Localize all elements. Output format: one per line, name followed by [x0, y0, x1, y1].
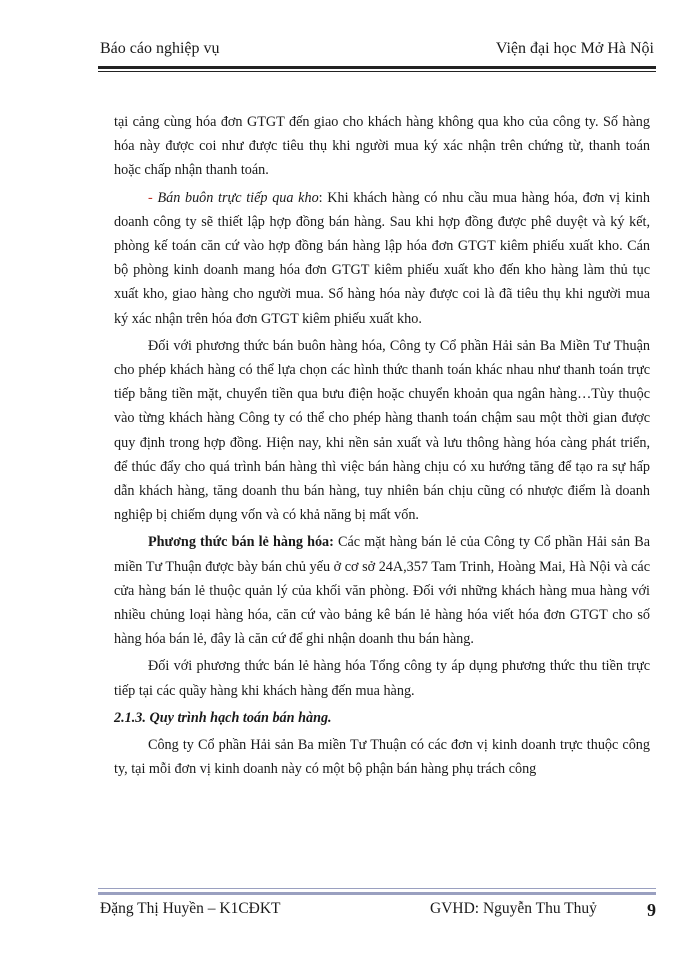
footer-author: Đặng Thị Huyền – K1CĐKT — [100, 900, 281, 917]
bullet-dash: - — [148, 189, 153, 206]
paragraph-text: : Khi khách hàng có nhu cầu mua hàng hóa, đơn vị kinh doanh công ty sẽ thiết lập hợp đồng bán hàng. Sau khi hợp đồng được phê duyệt và ký kết, phòng kế toán căn cứ vào hợp đồng bán hàng lập hóa đơn GTGT kiêm phiếu xuất kho. Cán bộ phòng kinh doanh mang hóa đơn GTGT kiêm phiếu xuất kho đến kho hàng làm thủ tục xuất kho, giao hàng cho người mua. Số hàng hóa này được coi là đã tiêu thụ khi người mua ký xác nhận trên hóa đơn GTGT kiêm phiếu xuất kho. — [114, 189, 650, 327]
document-body — [114, 110, 650, 784]
header-institution: Viện đại học Mở Hà Nội — [495, 40, 654, 57]
paragraph-retail-payment: Đối với phương thức bán lẻ hàng hóa Tổng công ty áp dụng phương thức thu tiền trực tiếp tại các quầy hàng khi khách hàng đến mua hàng. — [114, 658, 650, 699]
section-heading: 2.1.3. Quy trình hạch toán bán hàng. — [114, 709, 332, 726]
paragraph-term: Phương thức bán lẻ hàng hóa: — [148, 534, 334, 551]
footer-rule-thick — [98, 892, 656, 895]
header-rule-thick — [98, 66, 656, 69]
paragraph-text: Các mặt hàng bán lẻ của Công ty Cổ phần Hải sản Ba miền Tư Thuận được bày bán chủ yếu ở cơ sở 24A,357 Tam Trinh, Hoàng Mai, Hà Nội và các cửa hàng bán lẻ thuộc quản lý của khối văn phòng. Đối với những khách hàng mua hàng với nhiều chủng loại hàng hóa, căn cứ vào bảng kê bán lẻ hàng hóa viết hóa đơn GTGT cho số hàng hóa bán lẻ, đây là căn cứ để ghi nhận doanh thu bán hàng. — [114, 534, 650, 648]
header-rule-thin — [98, 71, 656, 72]
page-number: 9 — [647, 900, 656, 920]
paragraph-term: Bán buôn trực tiếp qua kho — [157, 189, 319, 206]
page-footer — [98, 900, 656, 924]
paragraph-retail — [114, 530, 650, 651]
paragraph-wholesale-warehouse — [114, 186, 650, 331]
header-report-title: Báo cáo nghiệp vụ — [100, 40, 220, 57]
page-header — [98, 40, 656, 64]
paragraph-wholesale-payment: Đối với phương thức bán buôn hàng hóa, Công ty Cổ phần Hải sản Ba Miền Tư Thuận cho phép khách hàng có thể lựa chọn các hình thức thanh toán khác nhau như thanh toán trực tiếp bằng tiền mặt, chuyển tiền qua bưu điện hoặc chuyển khoản qua ngân hàng…Tùy thuộc vào từng khách hàng Công ty có thể cho phép hàng thanh toán chậm sau một thời gian được quy định trong hợp đồng. Hiện nay, khi nền sản xuất và lưu thông hàng hóa càng phát triển, để thúc đẩy cho quá trình bán hàng thì việc bán hàng chịu có xu hướng tăng để tạo ra sự hấp dẫn khách hàng, tăng doanh thu bán hàng, tuy nhiên bán chịu cũng có nhược điểm là doanh nghiệp bị chiếm dụng vốn và có khả năng bị mất vốn. — [114, 337, 650, 524]
footer-advisor: GVHD: Nguyễn Thu Thuỷ — [430, 900, 597, 917]
paragraph-continuation: tại cảng cùng hóa đơn GTGT đến giao cho khách hàng không qua kho của công ty. Số hàng hóa này được coi như được tiêu thụ khi người mua ký xác nhận trên chứng từ, thanh toán hoặc chấp nhận thanh toán. — [114, 114, 650, 179]
footer-rule-thin — [98, 888, 656, 889]
paragraph-process: Công ty Cổ phần Hải sản Ba miền Tư Thuận có các đơn vị kinh doanh trực thuộc công ty, tại mỗi đơn vị kinh doanh này có một bộ phận bán hàng phụ trách công — [114, 737, 650, 778]
